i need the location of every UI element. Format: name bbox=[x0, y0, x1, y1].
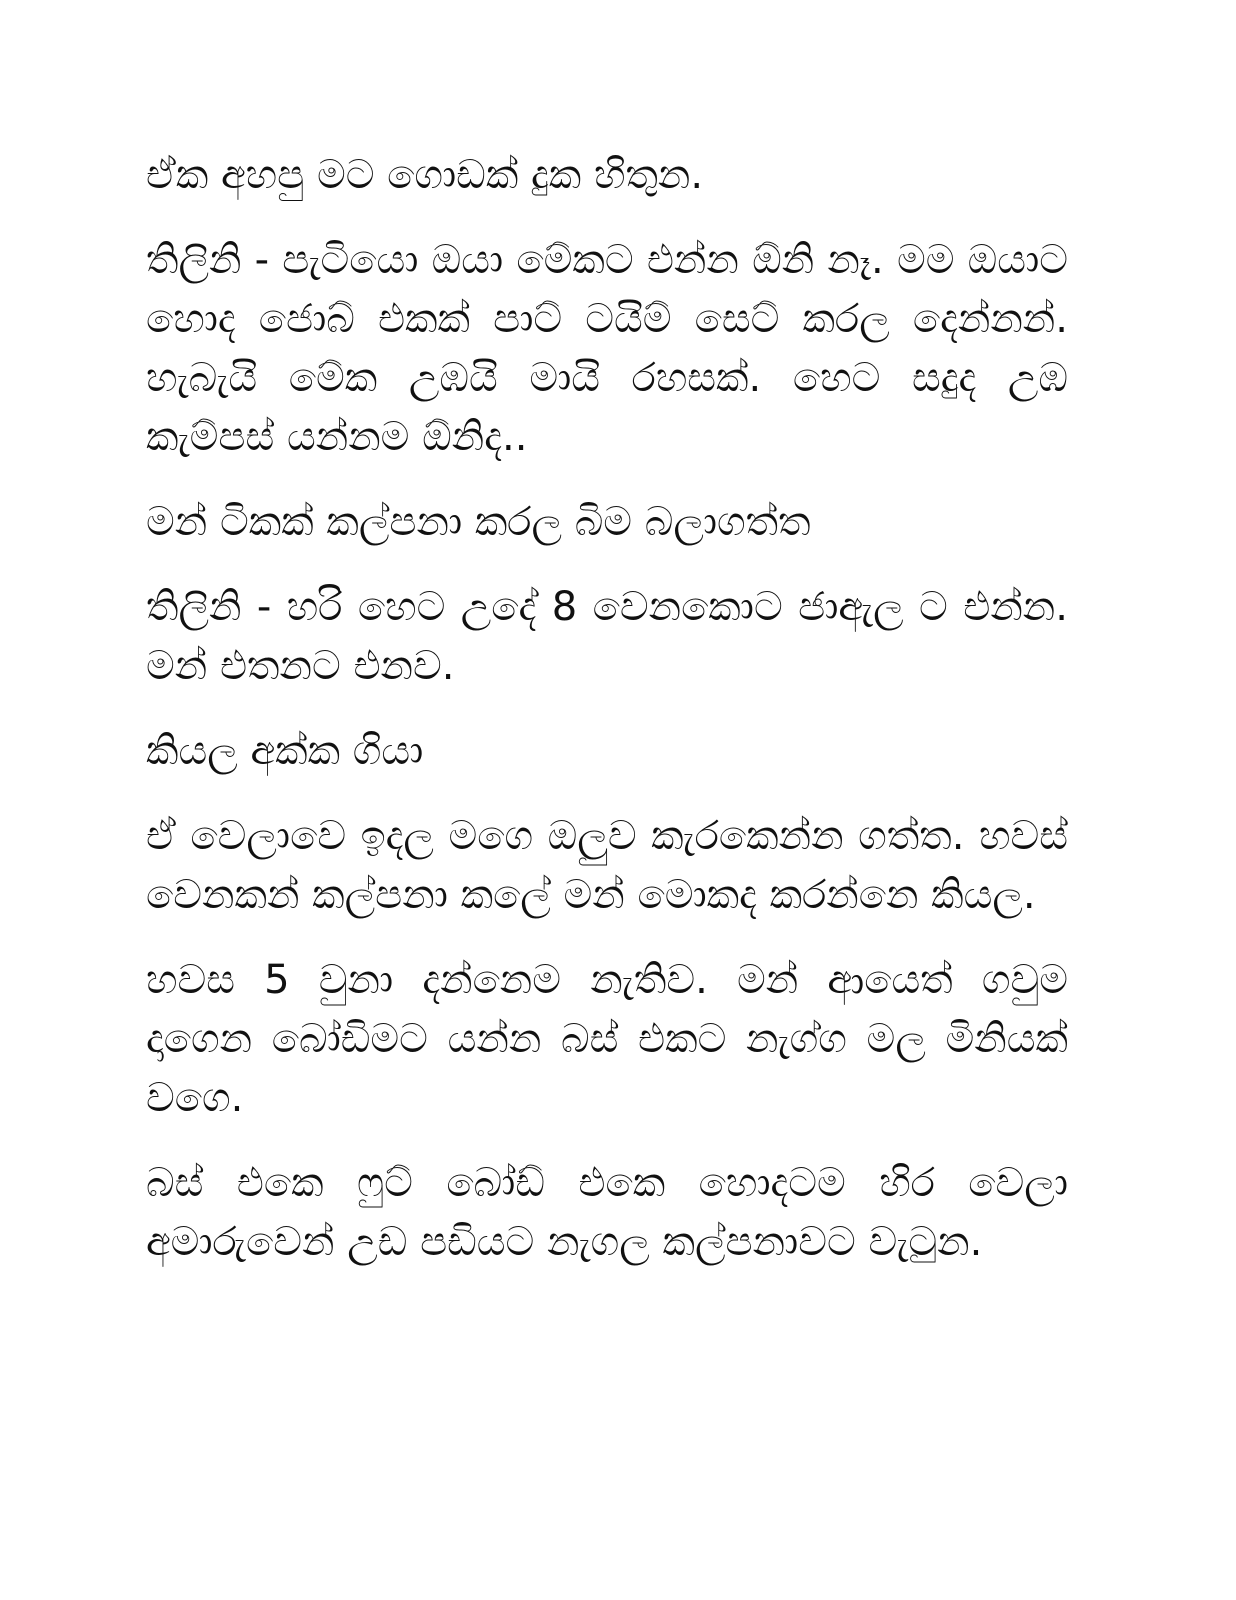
document-body bbox=[146, 146, 1068, 1298]
paragraph: මන් ටිකක් කල්පනා කරල බිම බලාගත්ත bbox=[146, 499, 811, 545]
paragraph: හවස 5 වුනා දන්නෙම නැතිව. මන් ආයෙත් ගවුම දාගෙන බෝඩිමට යන්න බස් එකට නැග්ග මල මිනියක් වගෙ. bbox=[146, 957, 1068, 1121]
paragraph: තිලිනි - පැටියො ඔයා මේකට එන්න ඕනි නෑ. මම ඔයාට හොද ජොබ් එකක් පාට් ටයිම් සෙට් කරල දෙන්නන්. හැබැයි මේක උඹයි මායි රහසක්. හෙට සදුද උඹ කැම්පස් යන්නම ඕනිද.. bbox=[146, 237, 1068, 460]
paragraph: බස් එකෙ ෆුට් බෝඩ් එකෙ හොදටම හිර වෙලා අමාරුවෙන් උඩ පඩියට නැගල කල්පනාවට වැටුන. bbox=[146, 1160, 1068, 1265]
paragraph: තිලිනි - හරි හෙට උදේ 8 වෙනකොට ජාඇල ට එන්න. මන් එතනට එනව. bbox=[146, 584, 1068, 689]
paragraph: ඒක අහපු මට ගොඩක් දුක හිතුන. bbox=[146, 152, 704, 198]
paragraph: ඒ වෙලාවෙ ඉදල මගෙ ඔලුව කැරකෙන්න ගත්ත. හවස් වෙනකන් කල්පනා කලේ මන් මොකද කරන්නෙ කියල. bbox=[146, 813, 1068, 918]
paragraph: කියල අක්ක ගියා bbox=[146, 728, 424, 774]
